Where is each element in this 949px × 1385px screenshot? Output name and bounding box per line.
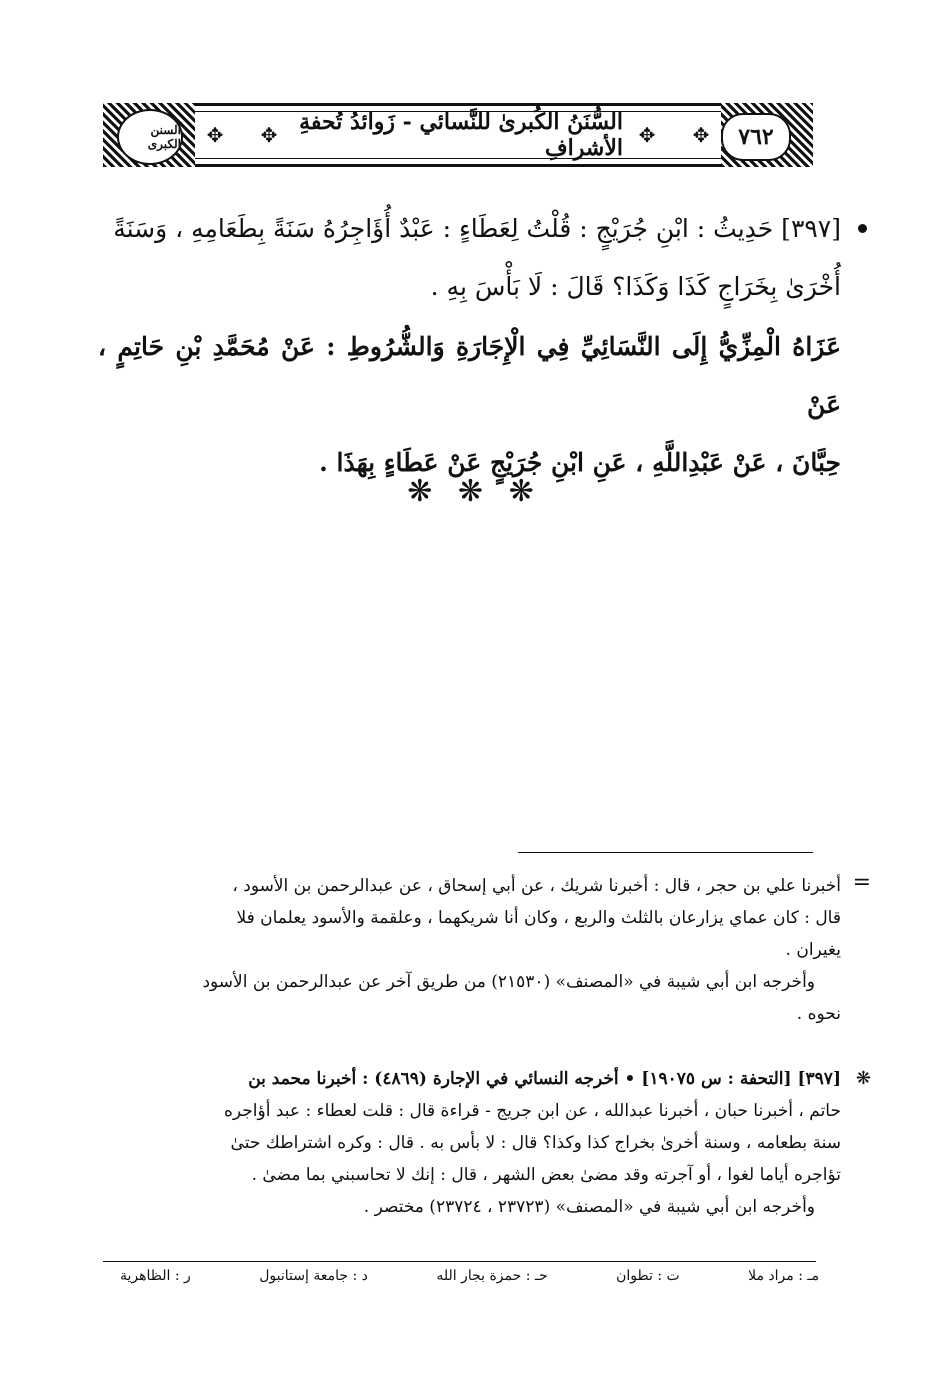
header-flourish-left (199, 115, 285, 155)
footnote-divider (518, 852, 813, 853)
footnote-line: نحوه . (796, 1004, 841, 1024)
page-header (103, 103, 813, 167)
footnote-397 (100, 1063, 871, 1223)
attribution-line: عَزَاهُ الْمِزِّيُّ إِلَى النَّسَائِيِّ فِي الْإِجَارَةِ وَالشُّرُوطِ : عَنْ مُحَمَّدِ بْنِ حَاتِمٍ ، عَنْ (98, 332, 841, 419)
attribution-line: حِبَّانَ ، عَنْ عَبْدِاللَّهِ ، عَنِ ابْنِ جُرَيْجٍ عَنْ عَطَاءٍ بِهَذَا . (319, 448, 841, 477)
footnote-line: حاتم ، أخبرنا حبان ، أخبرنا عبدالله ، عن ابن جريج - قراءة قال : قلت لعطاء : عبد أؤاجره (224, 1101, 841, 1121)
continuation-mark: = (852, 870, 871, 895)
ornament-star-icon: ✥ (638, 123, 656, 147)
hadith-line: [٣٩٧] حَدِيثُ : ابْنِ جُرَيْجٍ : قُلْتُ لِعَطَاءٍ : عَبْدٌ أُؤَاجِرُهُ سَنَةً بِطَعَامِهِ ، وَسَنَةً (113, 214, 841, 243)
sigla-divider (103, 1261, 816, 1262)
footnote-line: أخبرنا علي بن حجر ، قال : أخبرنا شريك ، عن أبي إسحاق ، عن عبدالرحمن بن الأسود ، (232, 876, 841, 896)
hadith-line: أُخْرَىٰ بِخَرَاجٍ كَذَا وَكَذَا؟ قَالَ : لَا بَأْسَ بِهِ . (430, 272, 841, 301)
running-title: السُّنَنُ الكُبرىٰ للنَّسائي - زَوائدُ تُحفةِ الأشرافِ (293, 117, 623, 153)
ornament-star-icon: ✥ (260, 123, 278, 147)
footnote-line: قال : كان عماي يزارعان بالثلث والربع ، وكان أنا شريكهما ، وعلقمة والأسود يعلمان فلا (236, 908, 841, 928)
footnote-continuation (100, 870, 871, 1030)
bullet-icon (858, 224, 867, 233)
book-emblem: السنن الكبرى (117, 109, 183, 165)
siglum: مـ : مراد ملا (748, 1268, 819, 1284)
footnote-line: يغيران . (785, 940, 841, 960)
footnote-line: سنة بطعامه ، وسنة أخرىٰ بخراج كذا وكذا؟ قال : لا بأس به . قال : وكره اشتراطك حتىٰ (230, 1133, 841, 1153)
page-number: ٧٦٢ (721, 113, 791, 161)
header-flourish-right (631, 115, 717, 155)
ornament-star-icon: ✥ (206, 123, 224, 147)
section-separator: ❋ ❋ ❋ (407, 474, 542, 509)
footnote-star-icon: ❋ (855, 1068, 871, 1089)
siglum: ت : تطوان (616, 1268, 680, 1284)
footnote-line: وأخرجه ابن أبي شيبة في «المصنف» (٢٣٧٢٣ ، ٢٣٧٢٤) مختصر . (363, 1197, 815, 1217)
attribution-paragraph (98, 318, 841, 492)
manuscript-sigla (120, 1268, 819, 1294)
footnote-line: وأخرجه ابن أبي شيبة في «المصنف» (٢١٥٣٠) من طريق آخر عن عبدالرحمن بن الأسود (202, 972, 815, 992)
siglum: حـ : حمزة بجار الله (436, 1268, 548, 1284)
siglum: د : جامعة إستانبول (259, 1268, 368, 1284)
footnote-line: تؤاجره أياما لغوا ، أو آجرته وقد مضىٰ بعض الشهر ، قال : إنك لا تحاسبني بما مضىٰ . (251, 1165, 841, 1185)
ornament-star-icon: ✥ (692, 123, 710, 147)
hadith-entry (98, 200, 841, 316)
siglum: ر : الظاهرية (120, 1268, 191, 1284)
footnote-line: [٣٩٧] [التحفة : س ١٩٠٧٥] • أخرجه النسائي في الإجارة (٤٨٦٩) : أخبرنا محمد بن (248, 1069, 841, 1089)
